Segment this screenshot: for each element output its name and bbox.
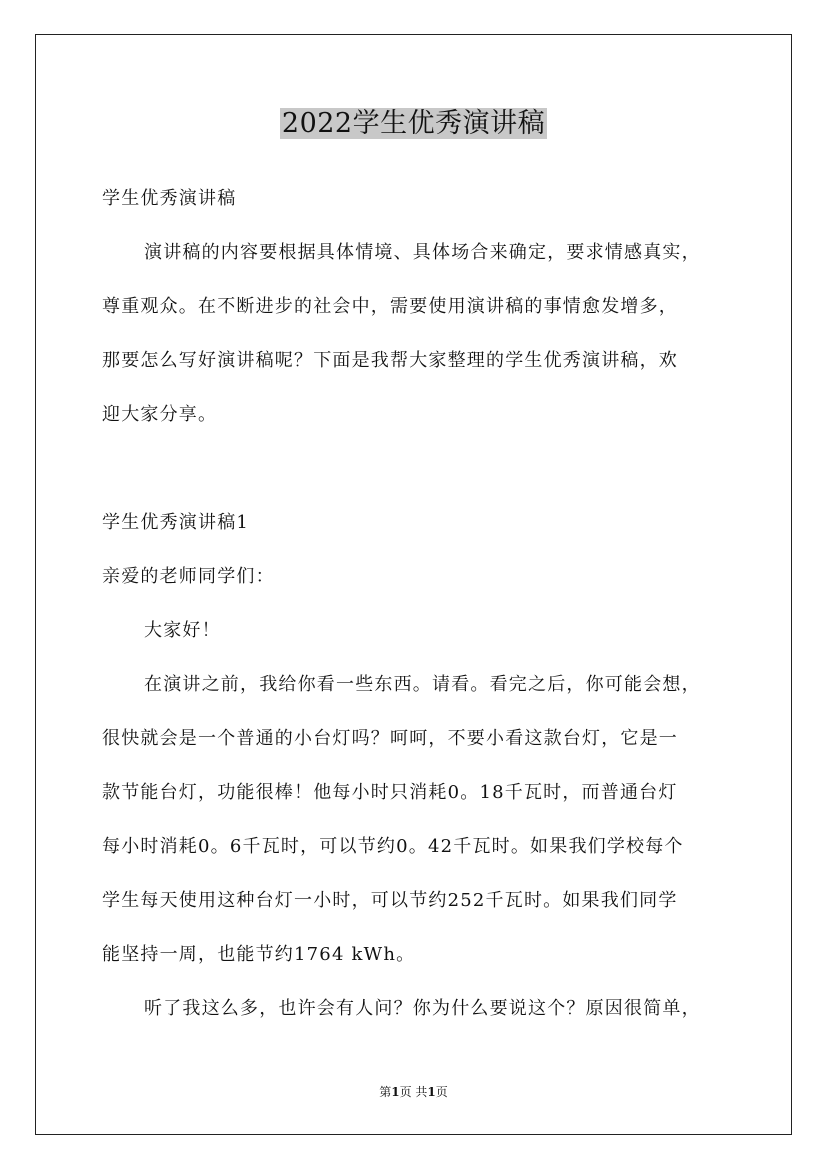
blank-line [102, 442, 742, 496]
salutation: 亲爱的老师同学们： [102, 566, 275, 587]
footer-page-prefix: 第 [379, 1085, 392, 1099]
footer-page-total: 1 [427, 1085, 436, 1099]
body-line-1: 在演讲之前，我给你看一些东西。请看。看完之后，你可能会想， [144, 674, 701, 695]
footer-page-suffix: 页 [435, 1085, 448, 1099]
body-line-4: 每小时消耗0。6千瓦时，可以节约0。42千瓦时。如果我们学校每个 [102, 836, 684, 857]
intro-line-4: 迎大家分享。 [102, 404, 218, 425]
intro-line-3: 那要怎么写好演讲稿呢？下面是我帮大家整理的学生优秀演讲稿，欢 [102, 350, 678, 371]
body-line-5: 学生每天使用这种台灯一小时，可以节约252千瓦时。如果我们同学 [102, 890, 678, 911]
footer-page-current: 1 [391, 1085, 400, 1099]
body-line-6: 能坚持一周，也能节约1764 kWh。 [102, 944, 416, 965]
document-body [102, 172, 742, 1036]
body-line-2: 很快就会是一个普通的小台灯吗？呵呵，不要小看这款台灯，它是一 [102, 728, 678, 749]
body-line-3: 款节能台灯，功能很棒！他每小时只消耗0。18千瓦时，而普通台灯 [102, 782, 678, 803]
section-heading: 学生优秀演讲稿 [102, 188, 237, 209]
page-footer [0, 1083, 827, 1101]
greeting: 大家好！ [144, 620, 221, 641]
body-line-7: 听了我这么多，也许会有人问？你为什么要说这个？原因很简单， [144, 998, 701, 1019]
intro-line-2: 尊重观众。在不断进步的社会中，需要使用演讲稿的事情愈发增多， [102, 296, 678, 317]
intro-line-1: 演讲稿的内容要根据具体情境、具体场合来确定，要求情感真实， [144, 242, 701, 263]
document-title-text: 2022学生优秀演讲稿 [281, 108, 546, 139]
document-title [0, 104, 827, 144]
speech-heading: 学生优秀演讲稿1 [102, 512, 250, 533]
footer-page-mid: 页 共 [399, 1085, 428, 1099]
